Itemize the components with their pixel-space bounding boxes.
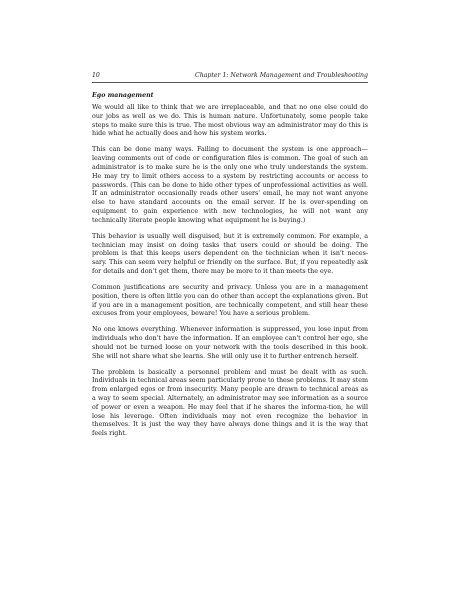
paragraph: Common justifications are security and privacy. Unless you are in a management position, there is often little you can do other than accept the explanations given. But if you are in a management position, are technically competent, and still hear these excuses from your employees, beware! You have a serious problem. (92, 283, 368, 318)
paragraph: The problem is basically a personnel problem and must be dealt with as such. Individuals in technical areas seem particularly prone to these problems. It may stem from enlarged egos or from insecurity. Many people are drawn to technical areas as a way to seem special. Alternately, an administrator may see information as a source of power or even a weapon. He may feel that if he shares the informa-tion, he will lose his leverage. Often individuals may not even recognize the behavior in themselves. It is just the way they have always done things and it is the way that feels right. (92, 368, 368, 438)
section-heading: Ego management (92, 92, 154, 99)
chapter-title: Chapter 1: Network Management and Troubleshooting (195, 72, 368, 79)
paragraph: This behavior is usually well disguised, but it is extremely common. For example, a technician may insist on doing tasks that users could or should be doing. The problem is that this keeps users dependent on the technician when it isn't neces-sary. This can seem very helpful or friendly on the surface. But, if you repeatedly ask for details and don't get them, there may be more to it than meets the eye. (92, 232, 368, 275)
page-number: 10 (92, 72, 100, 79)
paragraph: We would all like to think that we are irreplaceable, and that no one else could do our jobs as well as we do. This is human nature. Unfortunately, some people take steps to make sure this is true. The most obvious way an administrator may do this is hide what he actually does and how his system works. (92, 104, 368, 138)
running-head (92, 72, 368, 83)
paragraph: No one knows everything. Whenever information is suppressed, you lose input from individuals who don't have the information. If an employee can't control her ego, she should not be turned loose on your network with the tools described in this book. She will not share what she learns. She will only use it to further entrench herself. (92, 326, 368, 360)
paragraph: This can be done many ways. Failing to document the system is one approach— leaving comments out of code or configuration files is common. The goal of such an administrator is to make sure he is the only one who truly understands the system. He may try to limit others access to a system by restricting accounts or access to passwords. (This can be done to hide other types of unprofessional activities as well. If an administrator occasionally reads other users' email, he may not want anyone else to have standard accounts on the email server. If he is over-spending on equipment to gain experience with new technologies, he will not want any technically literate people knowing what equipment he is buying.) (92, 146, 368, 224)
document-page (92, 72, 368, 446)
